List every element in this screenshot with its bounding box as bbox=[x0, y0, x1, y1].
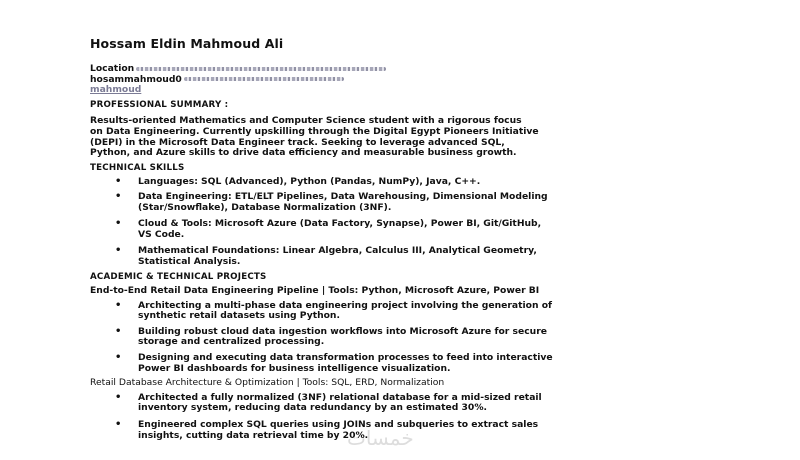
summary-line: (DEPI) in the Microsoft Data Engineer track. Seeking to leverage advanced SQL, bbox=[90, 136, 505, 148]
redacted-location bbox=[136, 67, 386, 71]
profile-link-line bbox=[90, 85, 710, 96]
project-1-list bbox=[90, 301, 710, 375]
projects-heading: ACADEMIC & TECHNICAL PROJECTS bbox=[90, 271, 267, 282]
profile-link[interactable]: mahmoud bbox=[90, 84, 142, 96]
resume-page bbox=[90, 36, 710, 441]
project-title: Retail Database Architecture & Optimization | Tools: SQL, ERD, Normalization bbox=[90, 377, 445, 389]
candidate-name: Hossam Eldin Mahmoud Ali bbox=[90, 36, 284, 51]
list-item: • Architecting a multi-phase data engineering project involving the generation of synthetic retail datasets using Python. bbox=[90, 301, 708, 322]
summary-line: Python, and Azure skills to drive data efficiency and measurable business growth. bbox=[90, 147, 517, 159]
list-item: • Data Engineering: ETL/ELT Pipelines, Data Warehousing, Dimensional Modeling (Star/Snowflake), Database Normalization (3NF). bbox=[90, 192, 708, 213]
list-item: • Architected a fully normalized (3NF) relational database for a mid-sized retail inventory system, reducing data redundancy by an estimated 30%. bbox=[90, 393, 708, 414]
summary-paragraph bbox=[90, 116, 710, 158]
project-title: End-to-End Retail Data Engineering Pipeline | Tools: Python, Microsoft Azure, Power BI bbox=[90, 285, 540, 297]
email-prefix: hosammahmoud0 bbox=[90, 73, 182, 85]
skills-heading: TECHNICAL SKILLS bbox=[90, 162, 185, 173]
list-item: • Building robust cloud data ingestion workflows into Microsoft Azure for secure storage and centralized processing. bbox=[90, 327, 708, 348]
list-item: • Languages: SQL (Advanced), Python (Pandas, NumPy), Java, C++. bbox=[90, 177, 708, 188]
list-item: • Engineered complex SQL queries using JOINs and subqueries to extract sales insights, cutting data retrieval time by 20%. bbox=[90, 420, 708, 441]
list-item: • Designing and executing data transformation processes to feed into interactive Power BI dashboards for business intelligence visualization. bbox=[90, 353, 708, 374]
location-line bbox=[90, 64, 710, 75]
summary-line: on Data Engineering. Currently upskilling through the Digital Egypt Pioneers Initiative bbox=[90, 125, 539, 137]
summary-line: Results-oriented Mathematics and Computer Science student with a rigorous focus bbox=[90, 115, 522, 127]
email-line bbox=[90, 75, 710, 86]
list-item: • Mathematical Foundations: Linear Algebra, Calculus III, Analytical Geometry, Statistical Analysis. bbox=[90, 246, 708, 267]
skills-list bbox=[90, 177, 710, 267]
list-item: • Cloud & Tools: Microsoft Azure (Data Factory, Synapse), Power BI, Git/GitHub, VS Code. bbox=[90, 219, 708, 240]
watermark-logo: خمسات bbox=[347, 426, 414, 450]
location-label: Location bbox=[90, 63, 135, 74]
summary-heading: PROFESSIONAL SUMMARY : bbox=[90, 99, 229, 110]
redacted-email bbox=[184, 77, 344, 81]
